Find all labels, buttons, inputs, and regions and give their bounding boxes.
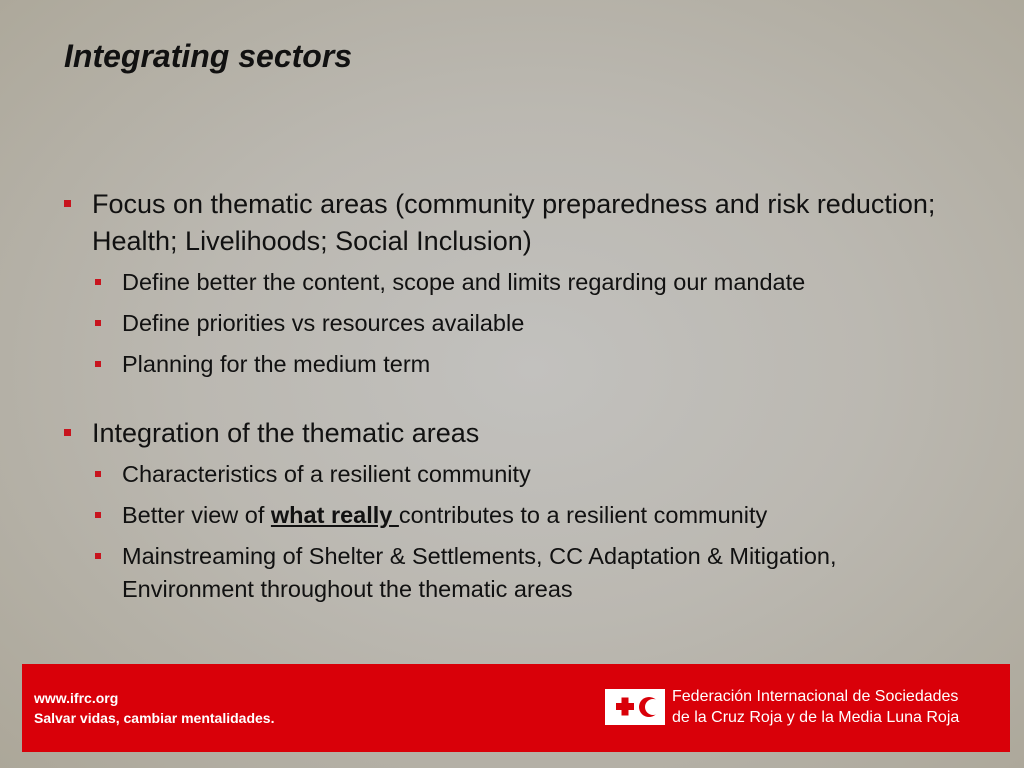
square-bullet-icon xyxy=(64,429,71,436)
org-name-line1: Federación Internacional de Sociedades xyxy=(672,688,959,705)
sub-bullet-item xyxy=(62,266,962,299)
red-cross-red-crescent-logo xyxy=(605,689,665,725)
spacer xyxy=(62,381,962,415)
footer-banner xyxy=(22,664,1010,752)
slide-title: Integrating sectors xyxy=(64,38,353,74)
footer-motto: Salvar vidas, cambiar mentalidades. xyxy=(34,710,275,726)
sub-bullet-text-after: contributes to a resilient community xyxy=(398,502,768,528)
square-bullet-icon xyxy=(95,279,101,285)
emphasized-text: what really xyxy=(270,502,399,528)
sub-bullet-text: Define priorities vs resources available xyxy=(122,310,525,336)
sub-bullet-text: Define better the content, scope and limits regarding our mandate xyxy=(122,269,806,295)
square-bullet-icon xyxy=(95,361,101,367)
square-bullet-icon xyxy=(95,320,101,326)
square-bullet-icon xyxy=(64,200,71,207)
bullet-item xyxy=(62,186,962,260)
bullet-list xyxy=(62,186,962,606)
sub-bullet-item xyxy=(62,499,962,532)
bullet-text: Integration of the thematic areas xyxy=(92,418,480,448)
sub-bullet-text: Characteristics of a resilient community xyxy=(122,461,531,487)
sub-bullet-text: Planning for the medium term xyxy=(122,351,431,377)
sub-bullet-text-before: Better view of xyxy=(122,502,271,528)
square-bullet-icon xyxy=(95,471,101,477)
org-name-line2: de la Cruz Roja y de la Media Luna Roja xyxy=(672,709,960,726)
square-bullet-icon xyxy=(95,512,101,518)
square-bullet-icon xyxy=(95,553,101,559)
footer-url-link[interactable]: www.ifrc.org xyxy=(34,690,119,706)
sub-bullet-item xyxy=(62,307,962,340)
sub-bullet-item xyxy=(62,348,962,381)
bullet-text: Focus on thematic areas (community preparedness and risk reduction; Health; Livelihoods; Social Inclusion) xyxy=(92,189,936,256)
sub-bullet-item xyxy=(62,540,962,606)
sub-bullet-text: Mainstreaming of Shelter & Settlements, CC Adaptation & Mitigation, Environment throughout the thematic areas xyxy=(122,543,837,602)
sub-bullet-item xyxy=(62,458,962,491)
bullet-item xyxy=(62,415,962,452)
emblem-graphic xyxy=(607,691,663,723)
